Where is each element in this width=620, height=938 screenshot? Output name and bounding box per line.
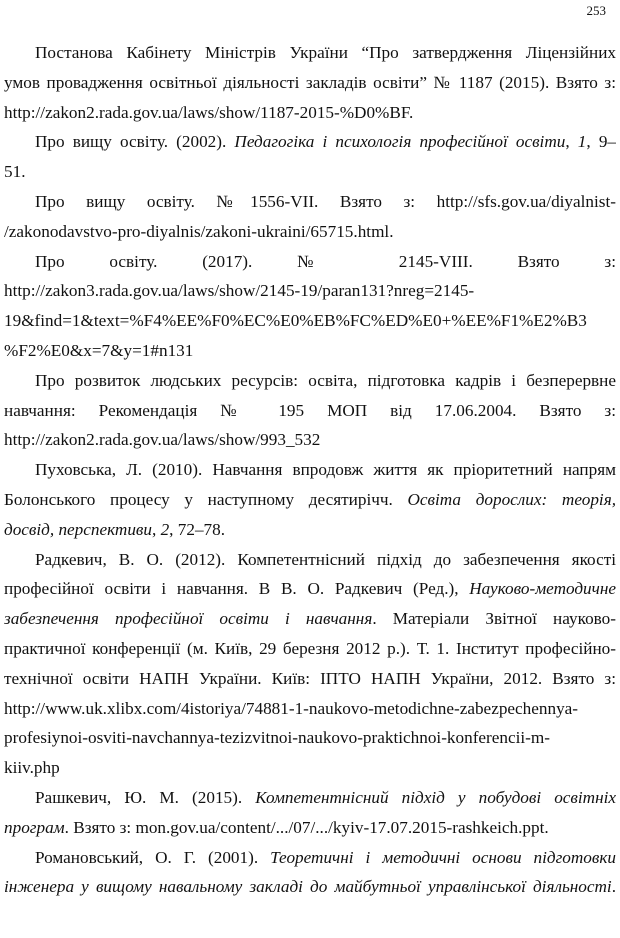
text-segment: Романовський, О. Г. (2001). bbox=[35, 847, 271, 867]
reference-line bbox=[4, 396, 616, 426]
text-segment: http://zakon3.rada.gov.ua/laws/show/2145-19/paran131?nreg=2145- bbox=[4, 281, 475, 301]
reference-line bbox=[4, 694, 616, 724]
text-segment: . Матеріали Звітної науково- bbox=[372, 609, 616, 629]
text-segment: . Взято з: mon.gov.ua/content/.../07/.../kyiv-17.07.2015-rashkeich.ppt. bbox=[64, 817, 549, 837]
reference-line bbox=[4, 247, 616, 277]
reference-line bbox=[4, 485, 616, 515]
reference-line bbox=[4, 604, 616, 634]
text-segment: http://www.uk.xlibx.com/4istoriya/74881-1-naukovo-metodichne-zabezpechennya- bbox=[4, 698, 579, 718]
text-segment: навчання: Рекомендація № 195 МОП від 17.06.2004. Взято з: bbox=[4, 400, 616, 420]
reference-line bbox=[4, 783, 616, 813]
reference-line bbox=[4, 664, 616, 694]
text-segment: технічної освіти НАПН України. Київ: ІПТО НАПН України, 2012. Взято з: bbox=[4, 668, 616, 688]
text-segment: /zakonodavstvo-pro-diyalnis/zakoni-ukraini/65715.html. bbox=[4, 221, 394, 241]
text-segment: професійної освіти і навчання. В В. О. Радкевич (Ред.), bbox=[4, 579, 470, 599]
text-segment: profesiynoi-osviti-navchannya-tezizvitnoi-naukovo-praktichnoi-konferencii-m- bbox=[4, 728, 550, 748]
text-segment: Пуховська, Л. (2010). Навчання впродовж життя як пріоритетний напрям bbox=[35, 460, 616, 480]
reference-line bbox=[4, 98, 616, 128]
text-segment: , bbox=[151, 519, 161, 539]
italic-text: Педагогіка і психологія професійної освіти bbox=[234, 132, 566, 152]
text-segment: Про вищу освіту. №1556-VII. Взято з: http://sfs.gov.ua/diyalnist- bbox=[35, 191, 616, 211]
reference-list bbox=[4, 38, 616, 902]
reference-line bbox=[4, 127, 616, 157]
text-segment: 51. bbox=[4, 162, 26, 182]
reference-line bbox=[4, 425, 616, 455]
reference-line bbox=[4, 187, 616, 217]
italic-text: Компетентнісний підхід у побудові освітніх bbox=[255, 787, 616, 807]
text-segment: , 72–78. bbox=[169, 519, 226, 539]
text-segment: http://zakon2.rada.gov.ua/laws/show/1187-2015-%D0%BF. bbox=[4, 102, 414, 122]
text-segment: . bbox=[611, 877, 616, 897]
reference-line bbox=[4, 306, 616, 336]
italic-text: Науково-методичне bbox=[469, 579, 616, 599]
reference-line bbox=[4, 634, 616, 664]
text-segment: Рашкевич, Ю. М. (2015). bbox=[35, 787, 256, 807]
text-segment: http://zakon2.rada.gov.ua/laws/show/993_532 bbox=[4, 430, 321, 450]
reference-line bbox=[4, 813, 616, 843]
reference-line bbox=[4, 872, 616, 902]
text-segment: %F2%E0&x=7&y=1#n131 bbox=[4, 340, 194, 360]
text-segment: , 9– bbox=[586, 132, 616, 152]
reference-line bbox=[4, 545, 616, 575]
reference-line bbox=[4, 276, 616, 306]
text-segment: Про розвиток людських ресурсів: освіта, підготовка кадрів і безперервне bbox=[35, 370, 616, 390]
text-segment: практичної конференції (м. Київ, 29 березня 2012 р.). Т. 1. Інститут професійно- bbox=[4, 638, 616, 658]
text-segment: Постанова Кабінету Міністрів України “Про затвердження Ліцензійних bbox=[35, 43, 616, 62]
reference-line bbox=[4, 217, 616, 247]
reference-line bbox=[4, 574, 616, 604]
reference-line bbox=[4, 366, 616, 396]
text-segment: Радкевич, В. О. (2012). Компетентнісний підхід до забезпечення якості bbox=[35, 549, 616, 569]
text-segment: kiiv.php bbox=[4, 758, 60, 778]
italic-text: досвід, перспективи bbox=[4, 519, 152, 539]
italic-text: 2 bbox=[160, 519, 170, 539]
italic-text: Освіта дорослих: теорія, bbox=[407, 489, 616, 509]
reference-line bbox=[4, 336, 616, 366]
text-segment: , bbox=[565, 132, 578, 152]
italic-text: Теоретичні і методичні основи підготовки bbox=[270, 847, 616, 867]
reference-line bbox=[4, 753, 616, 783]
text-segment: Болонського процесу у наступному десятирічч. bbox=[4, 489, 408, 509]
reference-line bbox=[4, 455, 616, 485]
text-segment: 19&find=1&text=%F4%EE%F0%EC%E0%EB%FC%ED%E0+%EE%F1%E2%B3 bbox=[4, 311, 587, 331]
text-segment: умов провадження освітньої діяльності закладів освіти” № 1187 (2015). Взято з: bbox=[4, 72, 616, 92]
italic-text: програм bbox=[4, 817, 65, 837]
reference-line bbox=[4, 157, 616, 187]
reference-line bbox=[4, 723, 616, 753]
reference-line bbox=[4, 68, 616, 98]
italic-text: забезпечення професійної освіти і навчання bbox=[4, 609, 373, 629]
page-number: 253 bbox=[586, 3, 606, 18]
text-segment: Про освіту. (2017). № 2145-VIII. Взято з: bbox=[35, 251, 616, 271]
italic-text: інженера у вищому навальному закладі до майбутньої управлінської діяльності bbox=[4, 877, 612, 897]
reference-line bbox=[4, 515, 616, 545]
reference-line bbox=[4, 38, 616, 68]
text-segment: Про вищу освіту. (2002). bbox=[35, 132, 235, 152]
italic-text: 1 bbox=[577, 132, 587, 152]
reference-line bbox=[4, 843, 616, 873]
